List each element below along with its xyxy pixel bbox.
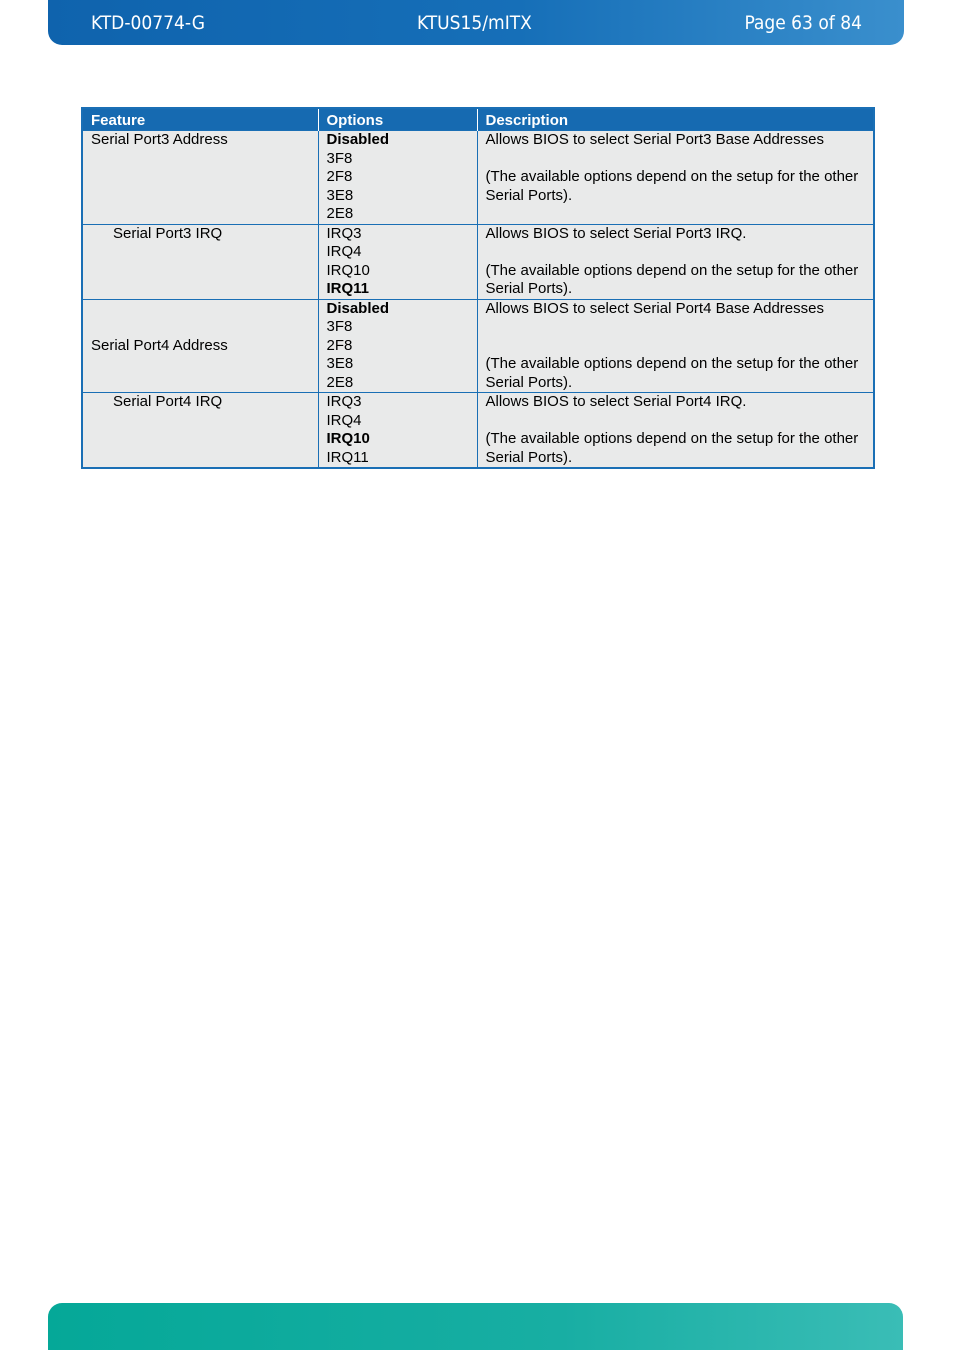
description-note: (The available options depend on the setup for the other Serial Ports). — [485, 430, 859, 466]
option-default: IRQ10 — [326, 430, 370, 447]
feature-cell — [82, 224, 318, 299]
feature-label: Serial Port4 Address — [91, 336, 228, 354]
description-cell — [477, 131, 874, 225]
options-cell — [318, 131, 477, 225]
option: IRQ10 — [326, 261, 370, 279]
description-note: (The available options depend on the setup for the other Serial Ports). — [485, 168, 859, 204]
feature-cell — [82, 131, 318, 225]
page-footer-bar — [48, 1303, 903, 1350]
column-header-feature: Feature — [82, 108, 318, 131]
option: 2E8 — [326, 205, 354, 222]
feature-label: Serial Port3 Address — [91, 131, 228, 148]
option: IRQ4 — [326, 411, 362, 429]
column-header-options: Options — [318, 108, 477, 131]
feature-label: Serial Port3 IRQ — [113, 224, 223, 242]
table-row — [82, 224, 874, 299]
option-default: IRQ11 — [326, 280, 370, 297]
options-cell — [318, 224, 477, 299]
option: 2F8 — [326, 168, 353, 185]
column-header-description: Description — [477, 108, 874, 131]
feature-label: Serial Port4 IRQ — [113, 393, 223, 410]
table-row — [82, 131, 874, 225]
description-text: Allows BIOS to select Serial Port3 IRQ. — [485, 224, 747, 242]
feature-cell — [82, 393, 318, 469]
option: 3F8 — [326, 149, 353, 167]
table-header-row — [82, 108, 874, 131]
option: IRQ3 — [326, 224, 362, 242]
description-cell — [477, 393, 874, 469]
options-cell — [318, 393, 477, 469]
description-note: (The available options depend on the setup for the other Serial Ports). — [485, 355, 859, 391]
options-cell — [318, 299, 477, 393]
description-cell — [477, 224, 874, 299]
option: 2F8 — [326, 336, 353, 354]
option: 2E8 — [326, 373, 354, 391]
product-name: KTUS15/mITX — [417, 12, 532, 34]
feature-cell — [82, 299, 318, 393]
description-note: (The available options depend on the setup for the other Serial Ports). — [485, 261, 859, 297]
description-cell — [477, 299, 874, 393]
option-default: Disabled — [326, 299, 390, 317]
page-number: Page 63 of 84 — [744, 12, 862, 34]
option: 3E8 — [326, 186, 354, 204]
page-header — [48, 0, 904, 45]
option: IRQ11 — [326, 448, 369, 466]
description-text: Allows BIOS to select Serial Port4 IRQ. — [485, 393, 747, 410]
option: IRQ3 — [326, 393, 362, 410]
description-text: Allows BIOS to select Serial Port4 Base Addresses — [485, 299, 824, 317]
description-text: Allows BIOS to select Serial Port3 Base Addresses — [485, 131, 824, 148]
option-default: Disabled — [326, 131, 390, 148]
bios-settings-table — [81, 107, 875, 469]
table-row — [82, 299, 874, 393]
option: 3F8 — [326, 318, 353, 335]
document-id: KTD-00774-G — [91, 12, 205, 34]
table-row — [82, 393, 874, 469]
option: IRQ4 — [326, 243, 362, 260]
option: 3E8 — [326, 355, 354, 372]
